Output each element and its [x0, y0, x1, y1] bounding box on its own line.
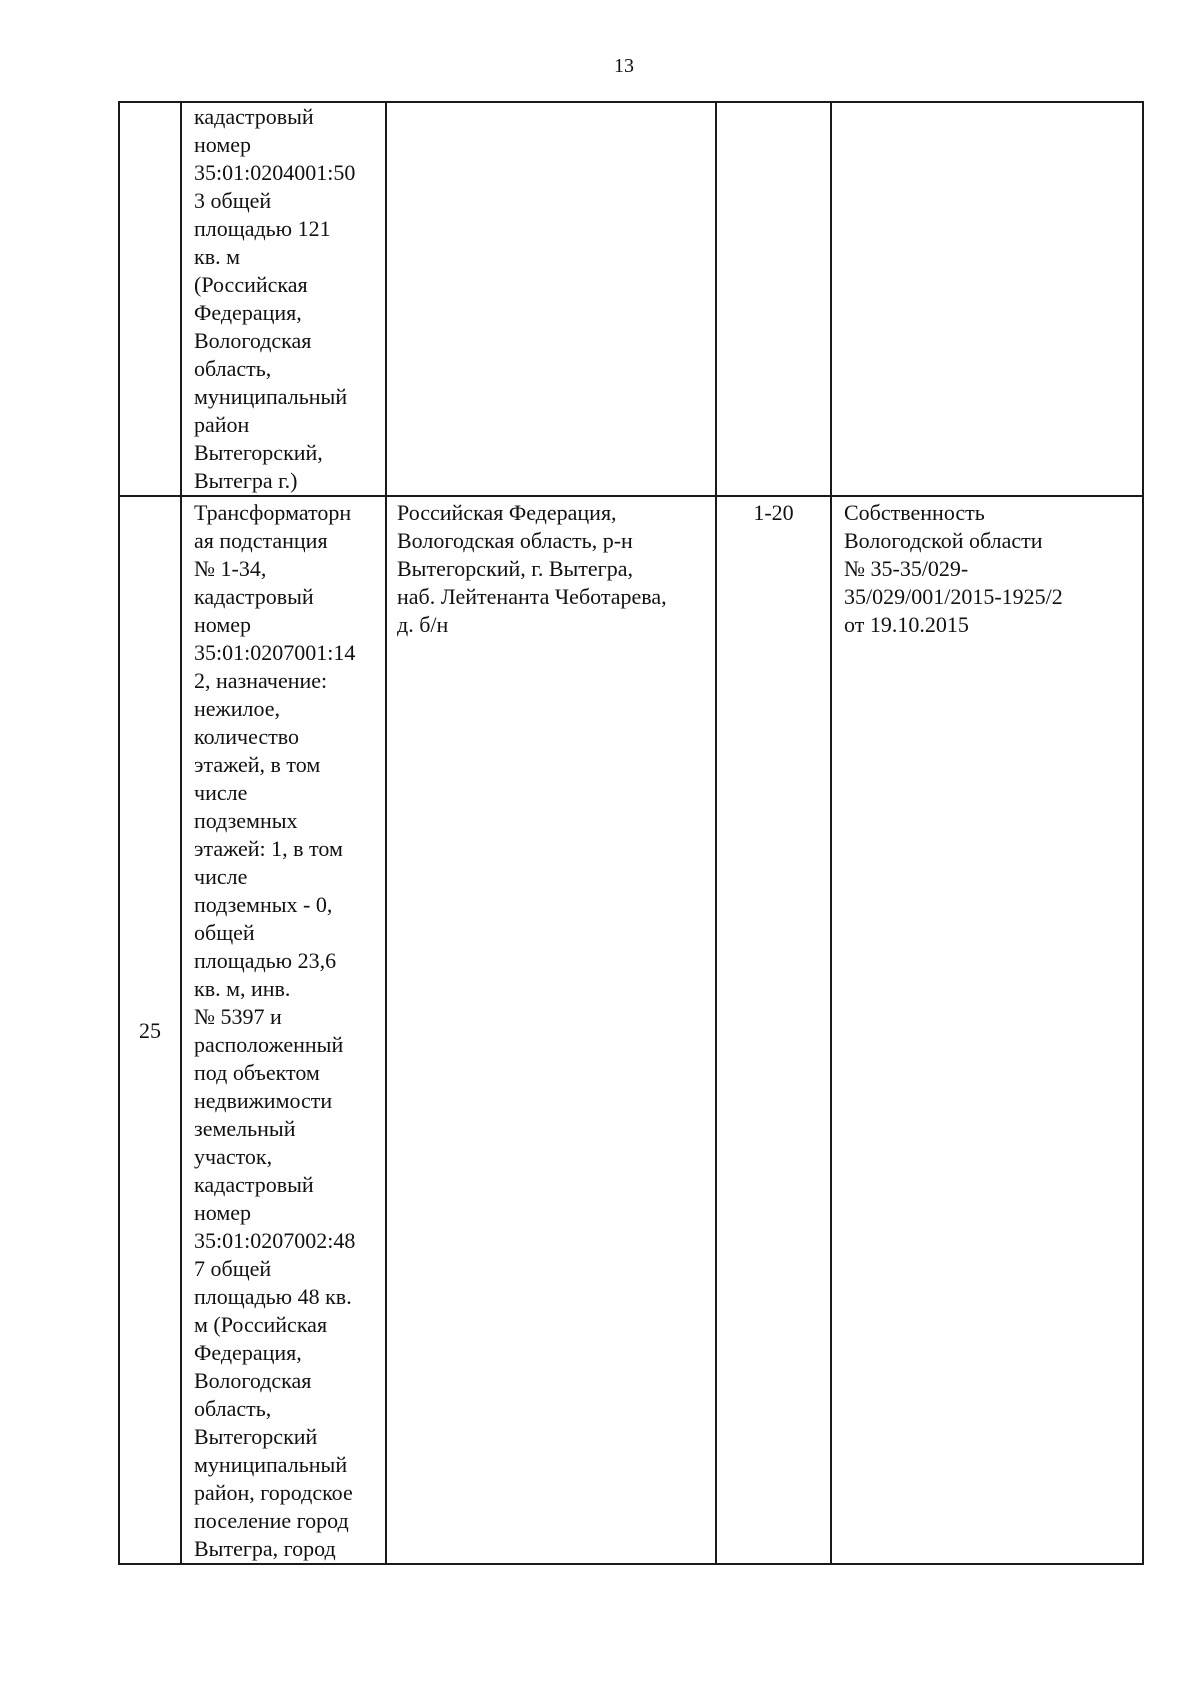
- row-number-cell: [119, 102, 181, 496]
- value-cell: [716, 496, 831, 1564]
- row-number-cell: [119, 496, 181, 1564]
- rights-cell: [831, 102, 1143, 496]
- value-cell: [716, 102, 831, 496]
- row-number: 25: [139, 1018, 161, 1043]
- address-cell: [386, 496, 716, 1564]
- page-number: 13: [614, 55, 634, 77]
- property-table: [118, 101, 1144, 1565]
- table-row: [119, 102, 1143, 496]
- object-address: Российская Федерация, Вологодская область, р-н Вытегорский, г. Вытегра, наб. Лейтенанта Чеботарева, д. б/н: [397, 500, 667, 637]
- description-cell: [181, 496, 386, 1564]
- description-cell: [181, 102, 386, 496]
- ownership-record: Собственность Вологодской области № 35-35/029- 35/029/001/2015-1925/2 от 19.10.2015: [844, 500, 1063, 637]
- table-row: [119, 496, 1143, 1564]
- rights-cell: [831, 496, 1143, 1564]
- address-cell: [386, 102, 716, 496]
- object-value: 1-20: [753, 500, 794, 525]
- object-description: Трансформаторн ая подстанция № 1-34, кадастровый номер 35:01:0207001:14 2, назначение: нежилое, количество этажей, в том числе подземных этажей: 1, в том числе подземных - 0, общей площадью 23,6 кв. м, инв. № 5397 и расположенный под объектом недвижимости земельный участок, кадастровый номер 35:01:0207002:48 7 общей площадью 48 кв. м (Российская Федерация, Вологодская область, Вытегорский муниципальный район, городское поселение город Вытегра, город: [194, 500, 356, 1561]
- object-description: кадастровый номер 35:01:0204001:50 3 общей площадью 121 кв. м (Российская Федерация, Вологодская область, муниципальный район Вытегорский, Вытегра г.): [194, 104, 356, 493]
